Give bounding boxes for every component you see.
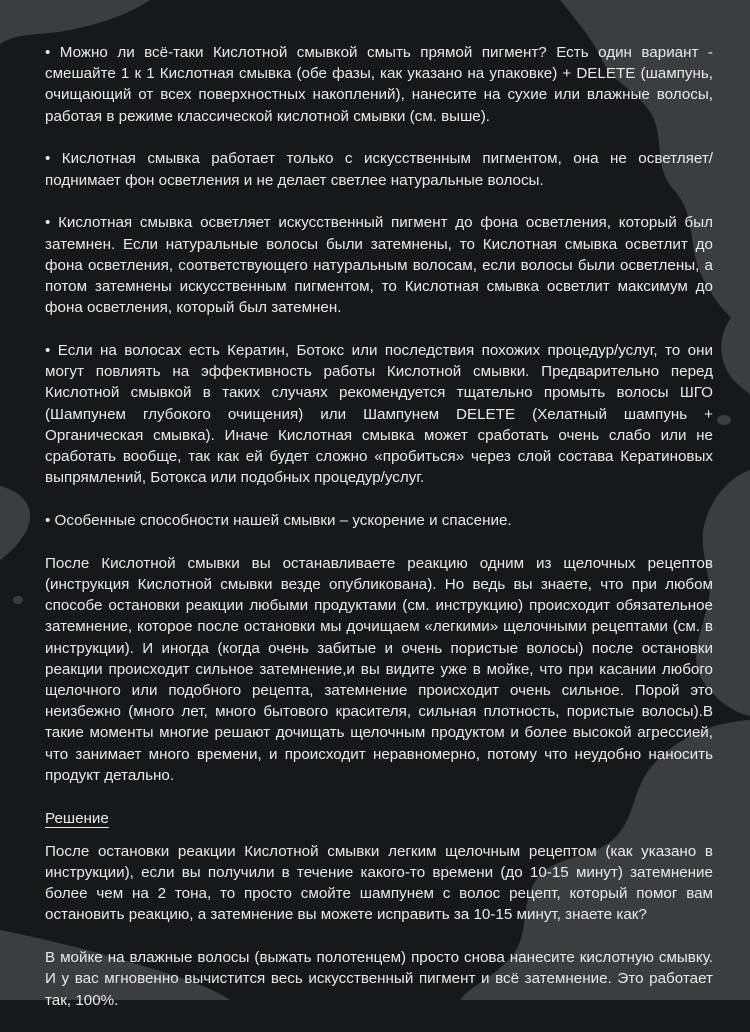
paragraph-solution-2: В мойке на влажные волосы (выжать полотенцем) просто снова нанесите кислотную смывку. И у вас мгновенно вычистится весь искусственный пигмент и всё затемнение. Это работает так, 100%. [45,949,713,1009]
paragraph-after-wash: После Кислотной смывки вы останавливаете реакцию одним из щелочных рецептов (инструкция Кислотной смывки везде опубликована). Но ведь вы знаете, что при любом способе остановки реакции любыми продуктами (см. инструкцию) происходит обязательное затемнение, которое после остановки мы дочищаем «легкими» щелочными рецептами (см. в инструкции). И иногда (когда очень забитые и очень пористые волосы) после остановки реакции происходит сильное затемнение,и вы видите уже в мойке, что при касании любого щелочного или подобного рецепта, затемнение происходит очень сильное. Порой это неизбежно (много лет, много бытового красителя, сильная плотность, пористые волосы).В такие моменты многие решают дочищать щелочным продуктом и более высокой агрессией, что занимает много времени, и происходит неравномерно, потому что неудобно наносить продукт детально. [45,554,713,784]
splash-drop-1 [717,415,731,425]
paragraph-keratin-botox: • Если на волосах есть Кератин, Ботокс или последствия похожих процедур/услуг, то они могут повлиять на эффективность работы Кислотной смывки. Предварительно перед Кислотной смывкой в таких случаях рекомендуется тщательно промыть волосы ШГО (Шампунем глубокого очищения) или Шампунем DELETE (Хелатный шампунь + Органическая смывка). Иначе Кислотная смывка может сработать очень слабо или не сработать вообще, так как ей будет сложно «пробиться» через слой состава Кератиновых выпрямлений, Ботокса или подобных процедур/услуг. [45,342,713,487]
document-body [45,42,713,1032]
paragraph-direct-pigment: • Можно ли всё-таки Кислотной смывкой смыть прямой пигмент? Есть один вариант - смешайте 1 к 1 Кислотная смывка (обе фазы, как указано на упаковке) + DELETE (шампунь, очищающий от всех поверхностных накоплений), нанесите на сухие или влажные волосы, работая в режиме классической кислотной смывки (см. выше). [45,44,713,125]
paragraph-special-abilities: • Особенные способности нашей смывки – ускорение и спасение. [45,512,512,530]
paragraph-solution-1: После остановки реакции Кислотной смывки легким щелочным рецептом (как указано в инструкции), если вы получили в течение какого-то времени (до 10-15 минут) затемнение более чем на 2 тона, то просто смойте шампунем с волос рецепт, который помог вам остановить реакцию, а затемнение вы можете исправить за 10-15 минут, знаете как? [45,842,713,924]
paragraph-lightening-background: • Кислотная смывка осветляет искусственный пигмент до фона осветления, который был затемнен. Если натуральные волосы были затемнены, то Кислотная смывка осветлит до фона осветления, соответствующего натуральным волосам, если волосы были осветлены, а потом затемнены искусственным пигментом, то Кислотная смывка осветлит максимум до фона осветления, который был затемнен. [45,214,713,317]
paragraph-artificial-pigment-only: • Кислотная смывка работает только с искусственным пигментом, она не осветляет/поднимает фон осветления и не делает светлее натуральные волосы. [45,150,713,189]
splash-drop-3 [13,596,23,604]
section-heading-solution: Решение [45,809,109,827]
